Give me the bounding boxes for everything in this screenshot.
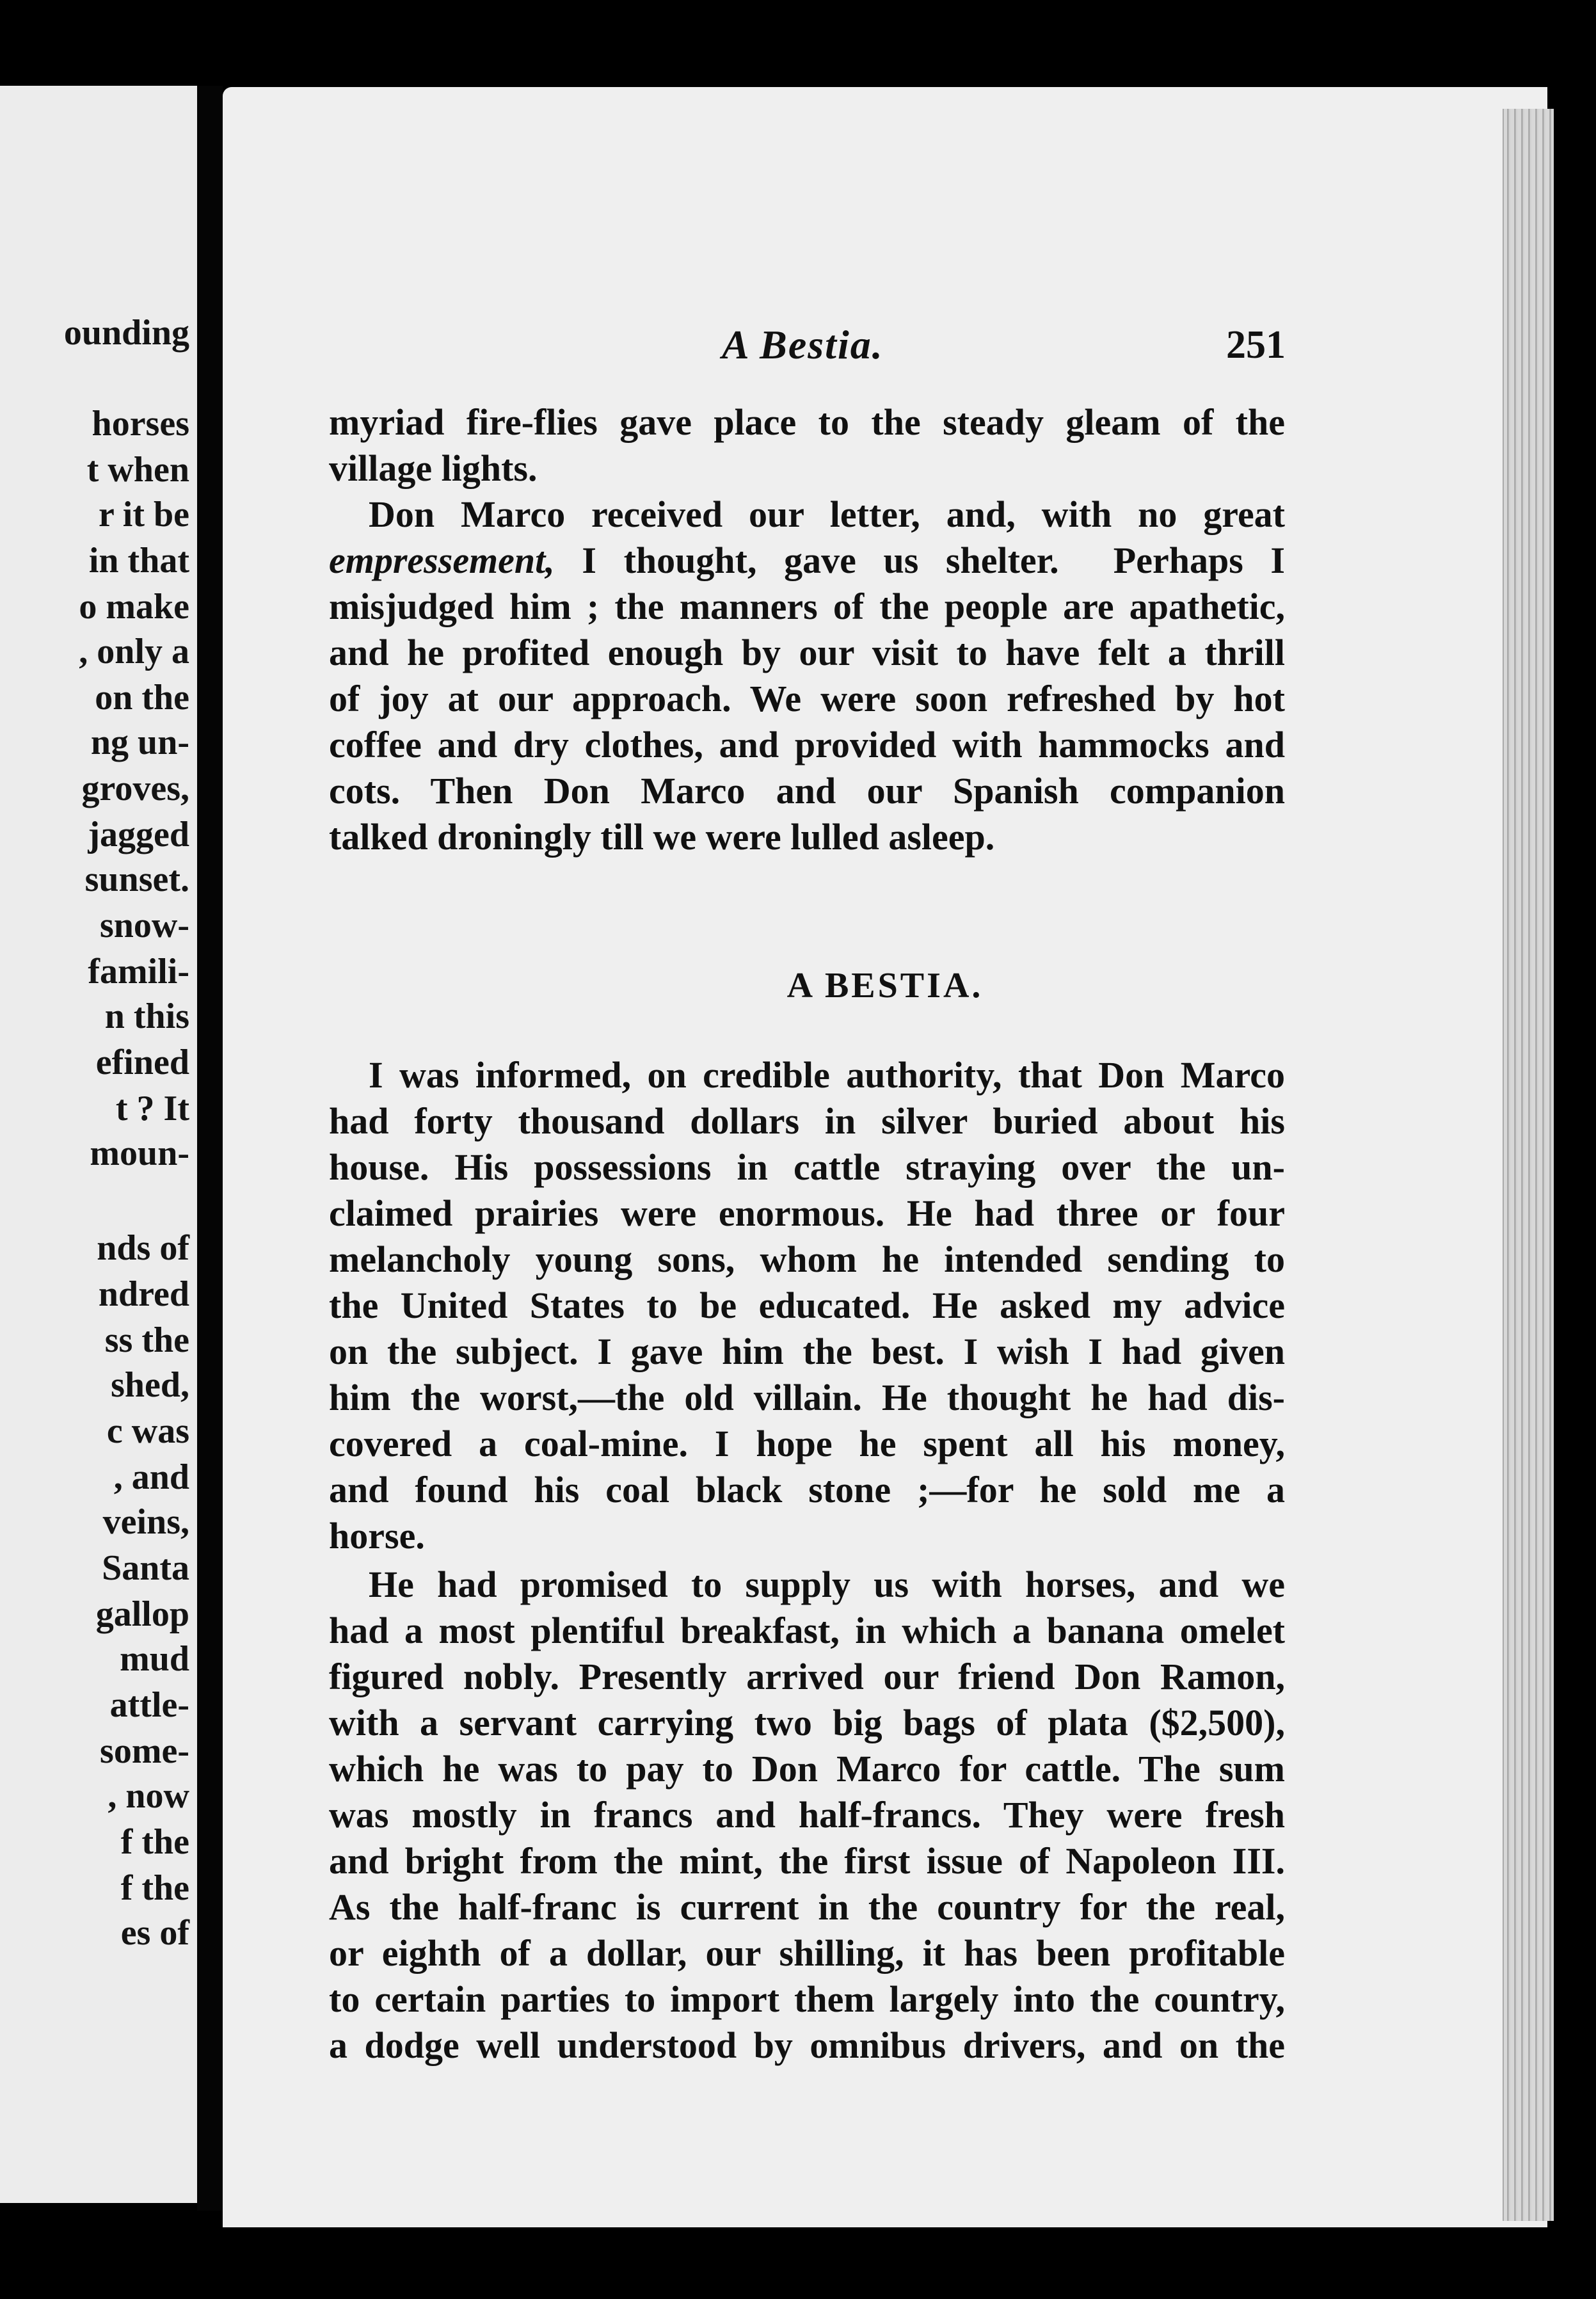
text-line: a dodge well understood by omnibus drivers, and on the bbox=[329, 2024, 1285, 2066]
text-line: house. His possessions in cattle straying over the un- bbox=[329, 1146, 1285, 1188]
section-heading: A BESTIA. bbox=[786, 966, 984, 1005]
text-line: myriad fire-flies gave place to the steady gleam of the bbox=[329, 401, 1285, 443]
left-page-line: r it be bbox=[98, 495, 189, 534]
left-page-line: snow- bbox=[99, 906, 189, 945]
left-page-line: shed, bbox=[111, 1365, 189, 1405]
book-gutter bbox=[197, 86, 223, 2211]
left-page-line: , only a bbox=[79, 632, 189, 671]
text-line: covered a coal-mine. I hope he spent all his money, bbox=[329, 1423, 1285, 1464]
left-page-line: , now bbox=[108, 1776, 189, 1816]
left-page-line: n this bbox=[104, 997, 189, 1036]
text-line: to certain parties to import them largely into the country, bbox=[329, 1978, 1285, 2020]
text-line: I was informed, on credible authority, that Don Marco bbox=[369, 1054, 1285, 1096]
left-page-line: t when bbox=[86, 450, 189, 490]
text-line: village lights. bbox=[329, 447, 538, 489]
left-page-line: f the bbox=[120, 1868, 189, 1908]
text-line: on the subject. I gave him the best. I wish I had given bbox=[329, 1331, 1285, 1372]
text-line: claimed prairies were enormous. He had three or four bbox=[329, 1192, 1285, 1234]
text-line: melancholy young sons, whom he intended sending to bbox=[329, 1238, 1285, 1280]
text-line: which he was to pay to Don Marco for cattle. The sum bbox=[329, 1748, 1285, 1790]
left-page-line: es of bbox=[120, 1913, 189, 1953]
italic-word: empressement, bbox=[329, 540, 555, 581]
text-line: had a most plentiful breakfast, in which a banana omelet bbox=[329, 1610, 1285, 1651]
left-page-line: sunset. bbox=[84, 860, 189, 899]
left-page-line: Santa bbox=[102, 1548, 189, 1588]
left-page-line: ounding bbox=[63, 313, 189, 353]
paragraph-3 bbox=[329, 1052, 1285, 1559]
text-line: As the half-franc is current in the country for the real, bbox=[329, 1886, 1285, 1928]
left-page-line: efined bbox=[95, 1043, 189, 1082]
paragraph-4 bbox=[329, 1562, 1285, 2069]
paragraph-2 bbox=[329, 492, 1285, 860]
text-line: him the worst,—the old villain. He thought he had dis- bbox=[329, 1377, 1285, 1418]
left-page-line: o make bbox=[79, 587, 189, 627]
text-line: and found his coal black stone ;—for he sold me a bbox=[329, 1469, 1285, 1510]
left-page-line: ng un- bbox=[90, 723, 189, 762]
left-page-line: t ? It bbox=[115, 1089, 189, 1128]
left-page-line: moun- bbox=[90, 1133, 189, 1173]
left-page-line: veins, bbox=[102, 1502, 189, 1542]
text-line: horse. bbox=[329, 1515, 425, 1557]
text-line: Don Marco received our letter, and, with no great bbox=[369, 493, 1285, 535]
text-line: of joy at our approach. We were soon refreshed by hot bbox=[329, 678, 1285, 719]
text-line: had forty thousand dollars in silver buried about his bbox=[329, 1100, 1285, 1142]
left-page bbox=[0, 86, 197, 2203]
left-page-line: jagged bbox=[88, 815, 189, 854]
text-line: or eighth of a dollar, our shilling, it has been profitable bbox=[329, 1932, 1285, 1974]
text-line: He had promised to supply us with horses, and we bbox=[369, 1564, 1285, 1605]
text-line: cots. Then Don Marco and our Spanish companion bbox=[329, 770, 1285, 812]
left-page-line: horses bbox=[92, 404, 189, 444]
left-page-line: f the bbox=[120, 1822, 189, 1862]
text-line: and he profited enough by our visit to have felt a thrill bbox=[329, 632, 1285, 673]
left-page-line: , and bbox=[113, 1457, 189, 1497]
left-page-line: gallop bbox=[95, 1594, 189, 1634]
left-page-line: famili- bbox=[88, 952, 189, 991]
left-page-line: nds of bbox=[97, 1228, 189, 1268]
page-edges bbox=[1503, 109, 1554, 2221]
text-line: talked droningly till we were lulled asleep. bbox=[329, 816, 995, 858]
text-line: misjudged him ; the manners of the people are apathetic, bbox=[329, 586, 1285, 627]
paragraph-1 bbox=[329, 399, 1285, 492]
left-page-line: on the bbox=[95, 678, 189, 717]
text-line-emphasis: empressement, I thought, gave us shelter. Perhaps I bbox=[329, 540, 1285, 581]
left-page-line: c was bbox=[106, 1411, 189, 1451]
running-title: A Bestia. bbox=[722, 322, 884, 367]
left-page-line: ss the bbox=[104, 1320, 189, 1360]
left-page-line: groves, bbox=[81, 769, 189, 808]
running-head bbox=[223, 321, 1547, 372]
left-page-line: ndred bbox=[98, 1274, 189, 1314]
left-page-line: attle- bbox=[109, 1685, 189, 1725]
left-page-line: some- bbox=[100, 1731, 189, 1771]
text-line: the United States to be educated. He asked my advice bbox=[329, 1285, 1285, 1326]
text-line: coffee and dry clothes, and provided with hammocks and bbox=[329, 724, 1285, 765]
text-line: and bright from the mint, the first issue of Napoleon III. bbox=[329, 1840, 1285, 1882]
text-line: was mostly in francs and half-francs. They were fresh bbox=[329, 1794, 1285, 1836]
text-line: figured nobly. Presently arrived our friend Don Ramon, bbox=[329, 1656, 1285, 1697]
right-page bbox=[223, 87, 1547, 2227]
left-page-line: in that bbox=[88, 541, 189, 581]
text-line: with a servant carrying two big bags of plata ($2,500), bbox=[329, 1702, 1285, 1743]
left-page-line: mud bbox=[120, 1639, 189, 1679]
page-number: 251 bbox=[1226, 323, 1286, 367]
